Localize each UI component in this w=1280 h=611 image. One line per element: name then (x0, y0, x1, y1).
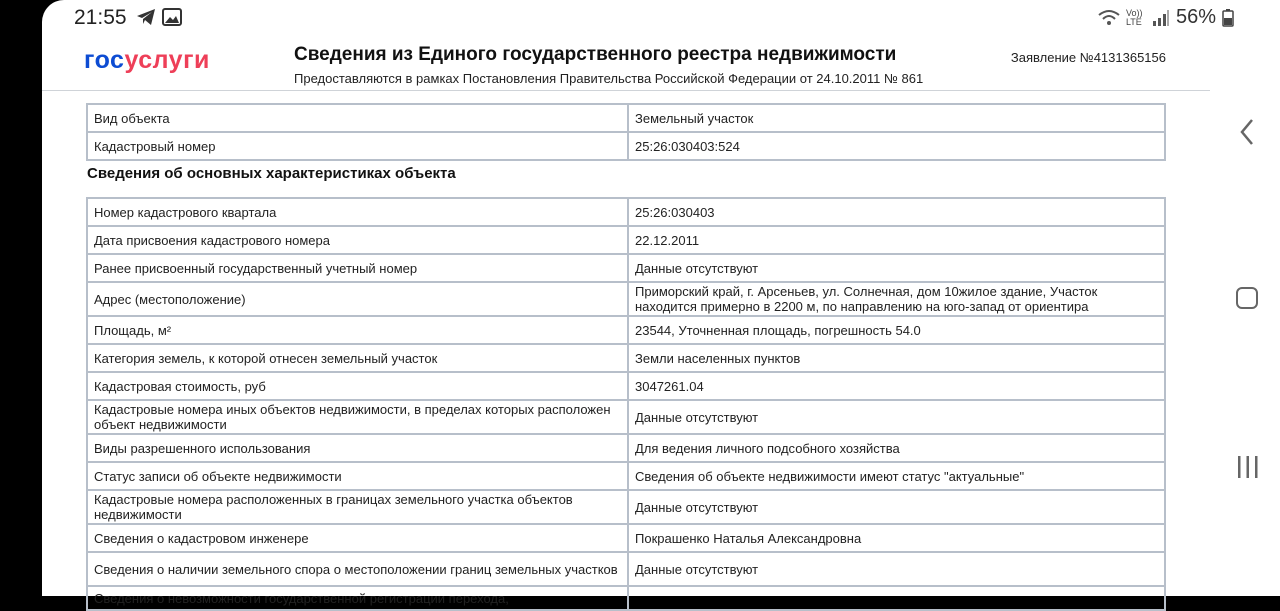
field-label: Виды разрешенного использования (87, 434, 628, 462)
section-title: Сведения об основных характеристиках объекта (87, 165, 456, 182)
table-row (87, 400, 1165, 434)
object-identity-table (86, 103, 1166, 161)
table-row (87, 490, 1165, 524)
table-row (87, 104, 1165, 132)
field-value: 25:26:030403:524 (628, 132, 1165, 160)
volte-label: Vo)) LTE (1125, 7, 1143, 27)
application-number: Заявление №4131365156 (1010, 50, 1166, 65)
recent-apps-nav-button[interactable] (1236, 454, 1260, 480)
field-label: Площадь, м² (87, 316, 628, 344)
egrn-document (42, 36, 1210, 606)
gallery-icon (162, 8, 182, 26)
field-label: Статус записи об объекте недвижимости (87, 462, 628, 490)
table-row (87, 132, 1165, 160)
document-subtitle: Предоставляются в рамках Постановления Правительства Российской Федерации от 24.10.2011 № 861 (294, 71, 924, 86)
field-label: Кадастровые номера иных объектов недвижимости, в пределах которых расположен объект недвижимости (87, 400, 628, 434)
table-row (87, 586, 1165, 610)
gosuslugi-logo: госуслуги (84, 46, 210, 74)
field-value: Для ведения личного подсобного хозяйства (628, 434, 1165, 462)
table-row (87, 524, 1165, 552)
cell-signal-icon (1152, 9, 1170, 27)
field-value (628, 586, 1165, 610)
field-label: Сведения о кадастровом инженере (87, 524, 628, 552)
table-row (87, 226, 1165, 254)
header-divider (42, 90, 1210, 91)
field-value: 3047261.04 (628, 372, 1165, 400)
field-value: Сведения об объекте недвижимости имеют статус "актуальные" (628, 462, 1165, 490)
home-nav-button[interactable] (1236, 287, 1258, 309)
field-label: Кадастровый номер (87, 132, 628, 160)
field-label: Сведения о невозможности государственной регистрации перехода, (87, 586, 628, 610)
field-value: Покрашенко Наталья Александровна (628, 524, 1165, 552)
field-value: 25:26:030403 (628, 198, 1165, 226)
telegram-icon (136, 8, 156, 26)
field-label: Адрес (местоположение) (87, 282, 628, 316)
table-row (87, 344, 1165, 372)
document-title: Сведения из Единого государственного реестра недвижимости (294, 44, 897, 65)
table-row (87, 462, 1165, 490)
wifi-icon (1098, 9, 1120, 27)
status-bar (42, 0, 1280, 36)
clock: 21:55 (74, 6, 127, 29)
field-value: Данные отсутствуют (628, 254, 1165, 282)
table-row (87, 198, 1165, 226)
field-value: Земельный участок (628, 104, 1165, 132)
field-value: Данные отсутствуют (628, 552, 1165, 586)
field-value: 22.12.2011 (628, 226, 1165, 254)
field-value: Приморский край, г. Арсеньев, ул. Солнечная, дом 10жилое здание, Участок находится примерно в 2200 м, по направлению на юго-запад от ориентира (628, 282, 1165, 316)
field-label: Ранее присвоенный государственный учетный номер (87, 254, 628, 282)
table-row (87, 434, 1165, 462)
table-row (87, 552, 1165, 586)
table-row (87, 372, 1165, 400)
document-viewer-screen (42, 0, 1280, 606)
field-value: Земли населенных пунктов (628, 344, 1165, 372)
field-label: Категория земель, к которой отнесен земельный участок (87, 344, 628, 372)
battery-percent: 56% (1175, 6, 1216, 28)
back-nav-button[interactable] (1238, 118, 1256, 146)
field-label: Вид объекта (87, 104, 628, 132)
field-value: 23544, Уточненная площадь, погрешность 54.0 (628, 316, 1165, 344)
table-row (87, 282, 1165, 316)
battery-icon (1222, 9, 1234, 27)
table-row (87, 254, 1165, 282)
field-label: Дата присвоения кадастрового номера (87, 226, 628, 254)
field-value: Данные отсутствуют (628, 400, 1165, 434)
field-label: Кадастровые номера расположенных в границах земельного участка объектов недвижимости (87, 490, 628, 524)
table-row (87, 316, 1165, 344)
field-value: Данные отсутствуют (628, 490, 1165, 524)
field-label: Номер кадастрового квартала (87, 198, 628, 226)
field-label: Сведения о наличии земельного спора о местоположении границ земельных участков (87, 552, 628, 586)
field-label: Кадастровая стоимость, руб (87, 372, 628, 400)
characteristics-table (86, 197, 1166, 611)
system-indicators (1098, 6, 1234, 29)
